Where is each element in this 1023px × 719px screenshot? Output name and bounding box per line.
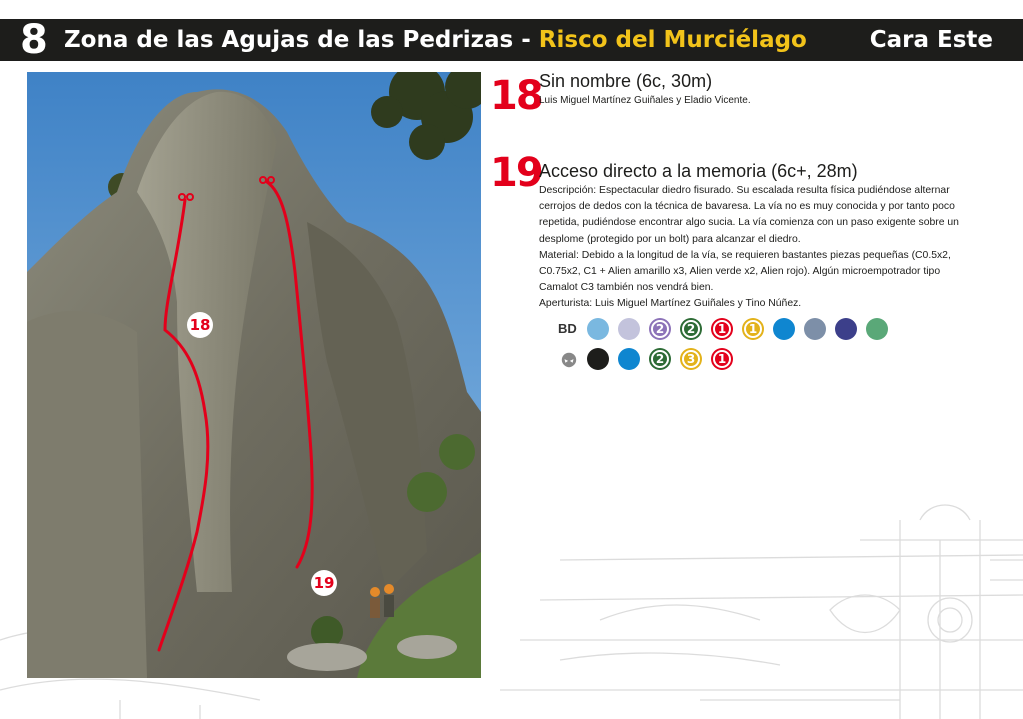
route-authors: Luis Miguel Martínez Guiñales y Eladio Vicente. [539,95,751,106]
cam-size-3 [649,318,671,340]
page-title [64,19,807,61]
gear-list [551,317,971,377]
cam-count: 2 [651,320,669,338]
cam-size-1 [587,348,609,370]
cam-count: 1 [713,350,731,368]
route-material: Material: Debido a la longitud de la vía, se requieren bastantes piezas pequeñas (C0.5x2, C0.75x2, C1 + Alien amarillo x3, Alien verde x2, Alien rojo). Algún microempotrador tipo Camalot C3 también nos vendrá bien. [539,249,951,294]
cam-size-5 [711,348,733,370]
cam-size-9 [835,318,857,340]
route-name: Acceso directo a la memoria (6c+, 28m) [539,161,858,181]
cam-size-3 [649,348,671,370]
sector-number: 8 [20,17,48,63]
cam-size-1 [587,318,609,340]
route-number: 18 [490,73,542,119]
cam-count: 1 [744,320,762,338]
route-openers: Aperturista: Luis Miguel Martínez Guiñales y Tino Núñez. [539,298,802,310]
cam-size-6 [742,318,764,340]
bd-label: BD [558,321,577,336]
route-description: Descripción: Espectacular diedro fisurado. Su escalada resulta física pudiéndose alternar cerrojos de dedos con la técnica de bavaresa. La vía no es muy conocida y por tanto poco repetida, pudiéndose encontrar algo sucia. La vía comienza con un paso exigente sobre un desplome (protegido por un bolt) para alcanzar el diedro. [539,185,959,245]
cam-size-4 [680,318,702,340]
route-name: Sin nombre (6c, 30m) [539,71,713,91]
zone-name: Zona de las Agujas de las Pedrizas - [64,27,539,53]
cam-size-5 [711,318,733,340]
face-label: Cara Este [869,27,993,53]
route-number: 19 [490,150,542,196]
alien-brand-icon [560,351,578,369]
route-19-tag: 19 [311,570,337,596]
cam-count: 3 [682,350,700,368]
route-details [539,183,979,313]
page-header [0,19,1023,61]
cam-size-2 [618,348,640,370]
cam-size-2 [618,318,640,340]
crag-photo [27,72,481,678]
crag-name: Risco del Murciélago [538,27,807,53]
route-18-tag: 18 [187,312,213,338]
cam-count: 1 [713,320,731,338]
cam-size-10 [866,318,888,340]
cam-size-7 [773,318,795,340]
cam-size-8 [804,318,826,340]
cam-size-4 [680,348,702,370]
cam-count: 2 [651,350,669,368]
cam-count: 2 [682,320,700,338]
